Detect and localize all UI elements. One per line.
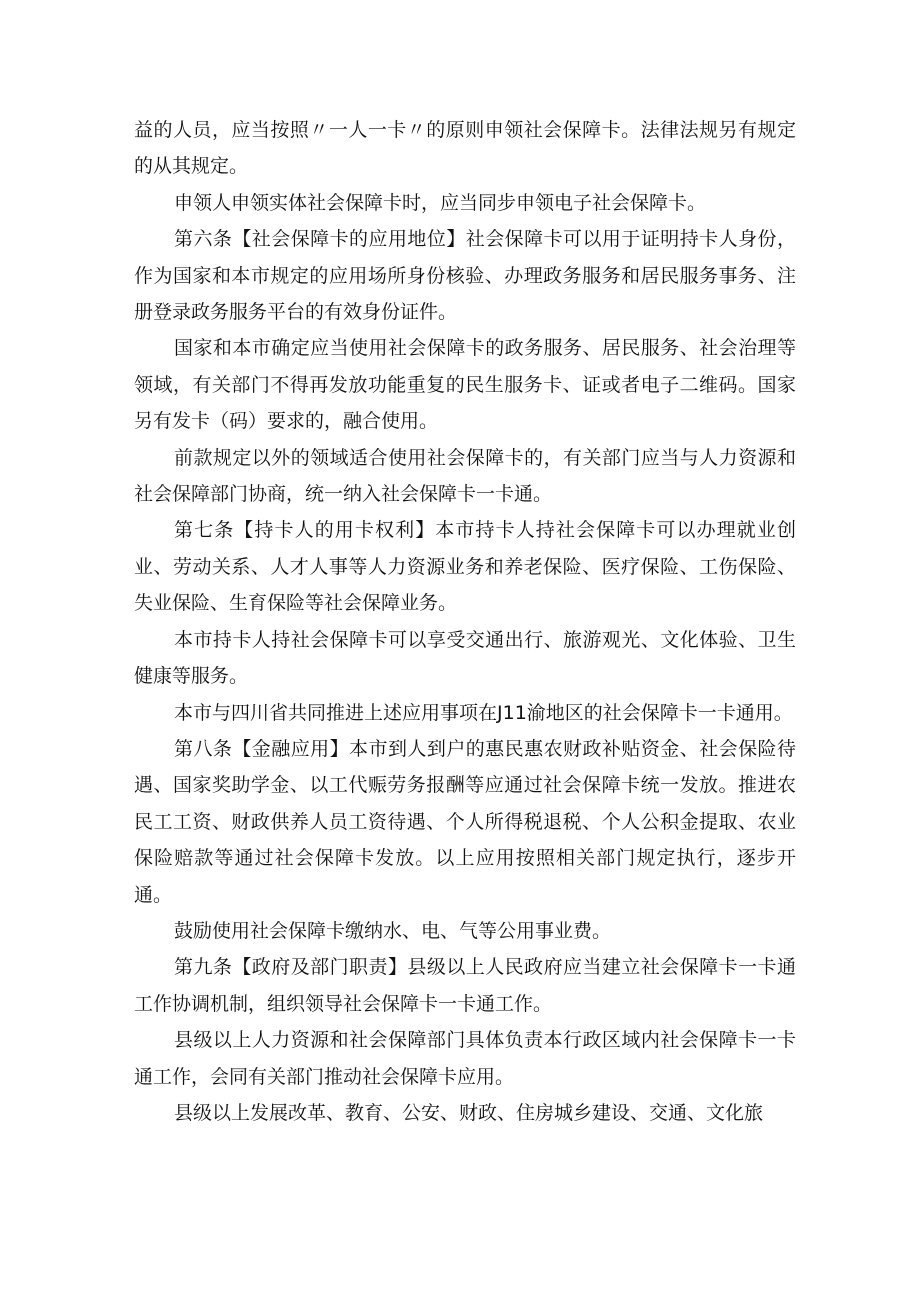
paragraph-9: 第八条【金融应用】本市到人到户的惠民惠农财政补贴资金、社会保险待遇、国家奖助学金、以工代赈劳务报酬等应通过社会保障卡统一发放。推进农民工工资、财政供养人员工资待遇、个人所得税退税、个人公积金提取、农业保险赔款等通过社会保障卡发放。以上应用按照相关部门规定执行，逐步开通。 <box>134 737 796 906</box>
paragraph-10: 鼓励使用社会保障卡缴纳水、电、气等公用事业费。 <box>174 919 612 942</box>
paragraph-7: 本市持卡人持社会保障卡可以享受交通出行、旅游观光、文化体验、卫生健康等服务。 <box>134 628 796 688</box>
paragraph-13: 县级以上发展改革、教育、公安、财政、住房城乡建设、交通、文化旅 <box>174 1101 764 1124</box>
paragraph-3: 第六条【社会保障卡的应用地位】社会保障卡可以用于证明持卡人身份，作为国家和本市规定的应用场所身份核验、办理政务服务和居民服务事务、注册登录政务服务平台的有效身份证件。 <box>134 228 796 324</box>
paragraph-11: 第九条【政府及部门职责】县级以上人民政府应当建立社会保障卡一卡通工作协调机制，组织领导社会保障卡一卡通工作。 <box>134 956 796 1015</box>
paragraph-4: 国家和本市确定应当使用社会保障卡的政务服务、居民服务、社会治理等领域，有关部门不得再发放功能重复的民生服务卡、证或者电子二维码。国家另有发卡（码）要求的，融合使用。 <box>134 337 796 433</box>
paragraph-1: 益的人员，应当按照〃一人一卡〃的原则申领社会保障卡。法律法规另有规定的从其规定。 <box>134 119 796 178</box>
paragraph-6: 第七条【持卡人的用卡权利】本市持卡人持社会保障卡可以办理就业创业、劳动关系、人才人事等人力资源业务和养老保险、医疗保险、工伤保险、失业保险、生育保险等社会保障业务。 <box>134 519 796 615</box>
paragraph-2: 申领人申领实体社会保障卡时，应当同步申领电子社会保障卡。 <box>174 191 707 214</box>
paragraph-12: 县级以上人力资源和社会保障部门具体负责本行政区域内社会保障卡一卡通工作，会同有关部门推动社会保障卡应用。 <box>134 1029 796 1088</box>
document-body <box>134 112 796 1131</box>
paragraph-5: 前款规定以外的领域适合使用社会保障卡的，有关部门应当与人力资源和社会保障部门协商，统一纳入社会保障卡一卡通。 <box>134 446 796 506</box>
paragraph-8: 本市与四川省共同推进上述应用事项在J11渝地区的社会保障卡一卡通用。 <box>174 701 793 724</box>
